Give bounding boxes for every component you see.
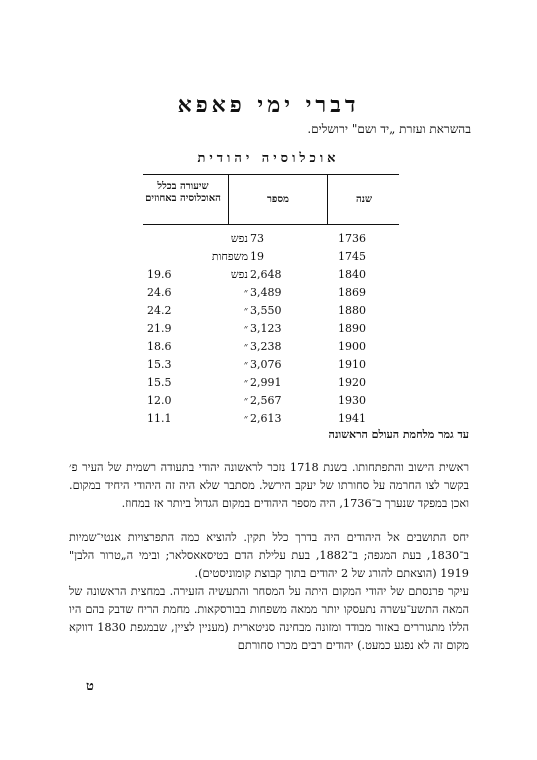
table-header-year: שנה (355, 194, 373, 205)
table-top-rule (143, 174, 399, 175)
table-row (0, 250, 537, 268)
table-row (0, 232, 537, 250)
cell-number: 3,123 (250, 322, 282, 335)
table-row (0, 340, 537, 358)
cell-number: 3,238 (250, 340, 282, 353)
table-header-share: שיעורה בכלל האוכלוסיה באחוזים (145, 181, 221, 204)
cell-unit: נפש (230, 232, 248, 245)
cell-unit: משפחות (211, 250, 248, 263)
cell-unit: ״ (243, 376, 248, 389)
table-title: אוכלוסיה יהודית (197, 151, 340, 166)
cell-number: 3,550 (250, 304, 282, 317)
table-row (0, 304, 537, 322)
table-row (0, 376, 537, 394)
cell-year: 1840 (338, 268, 366, 281)
table-column-divider (327, 174, 328, 224)
cell-share: 12.0 (147, 394, 172, 407)
cell-year: 1880 (338, 304, 366, 317)
cell-share: 15.3 (147, 358, 172, 371)
cell-year: 1930 (338, 394, 366, 407)
table-body (0, 232, 537, 430)
table-row (0, 358, 537, 376)
cell-number: 2,613 (250, 412, 282, 425)
cell-share: 24.6 (147, 286, 172, 299)
body-paragraph: עיקר פרנסתם של יהודי המקום היתה על המסחר והתעשיה הזעירה. במחצית הראשונה של המאה התשע־עשרה נתעסקו יותר ממאה משפחות בבורסקאות. מחמת הריח שדבק בהם היו הללו מתגוררים באזור מבודד ומזונה מבחינה סניטארית (מעניין לציין, שבמגפת 1830 דווקא מקום זה לא נפגע כמעט.) יהודים רבים מכרו סחורתם (69, 585, 469, 653)
cell-share: 11.1 (147, 412, 172, 425)
table-column-divider (228, 174, 229, 224)
cell-unit: ״ (243, 358, 248, 371)
page-title: דברי ימי פאפא (177, 92, 360, 118)
cell-number: 73 (250, 232, 264, 245)
cell-year: 1869 (338, 286, 366, 299)
table-row (0, 322, 537, 340)
cell-number: 3,489 (250, 286, 282, 299)
table-header-number: מספר (267, 194, 289, 205)
cell-unit: ״ (243, 394, 248, 407)
body-paragraph: ראשית הישוב והתפתחותו. בשנת 1718 נזכר לראשונה יהודי בתעודה רשמית של העיר פ׳ בקשר לצו החרמה על סחורתו של יעקב הירשל. מסתבר שלא היה זה היהודי היחיד במקום. ואכן במפקד שנערך ב־1736, היה מספר היהודים במקום הגדול ביותר אז במחוז. (69, 461, 470, 511)
table-row (0, 394, 537, 412)
cell-year: 1920 (338, 376, 366, 389)
cell-share: 21.9 (147, 322, 172, 335)
page-subtitle: בהשראת ועזרת „יד ושם" ירושלים. (307, 122, 471, 136)
section-heading: עד גמר מלחמת העולם הראשונה (328, 428, 469, 441)
cell-number: 2,567 (250, 394, 282, 407)
cell-unit: ״ (243, 340, 248, 353)
table-row (0, 286, 537, 304)
cell-year: 1890 (338, 322, 366, 335)
cell-share: 18.6 (147, 340, 172, 353)
cell-unit: ״ (243, 304, 248, 317)
cell-unit: ״ (243, 322, 248, 335)
table-header-rule (143, 224, 399, 225)
cell-unit: נפש (230, 268, 248, 281)
cell-number: 2,991 (250, 376, 282, 389)
cell-share: 19.6 (147, 268, 172, 281)
cell-year: 1941 (338, 412, 366, 425)
cell-number: 19 (250, 250, 264, 263)
cell-year: 1745 (338, 250, 366, 263)
cell-share: 15.5 (147, 376, 172, 389)
cell-number: 2,648 (250, 268, 282, 281)
cell-unit: ״ (243, 412, 248, 425)
cell-share: 24.2 (147, 304, 172, 317)
cell-year: 1736 (338, 232, 366, 245)
body-paragraph: יחס התושבים אל היהודים היה בדרך כלל תקין. להוציא כמה התפרצויות אנטי־שמיות ב־1830, בעת המגפה; ב־1882, בעת עלילת הדם בטיסאאסלאר; ובימי ה„טרור הלבן" 1919 (הוצאתם להורג של 2 יהודים בתוך קבוצת קומוניסטים). (69, 531, 469, 581)
cell-year: 1900 (338, 340, 366, 353)
cell-unit: ״ (243, 286, 248, 299)
cell-year: 1910 (338, 358, 366, 371)
page-number: ט (86, 679, 94, 694)
table-row (0, 268, 537, 286)
cell-number: 3,076 (250, 358, 282, 371)
